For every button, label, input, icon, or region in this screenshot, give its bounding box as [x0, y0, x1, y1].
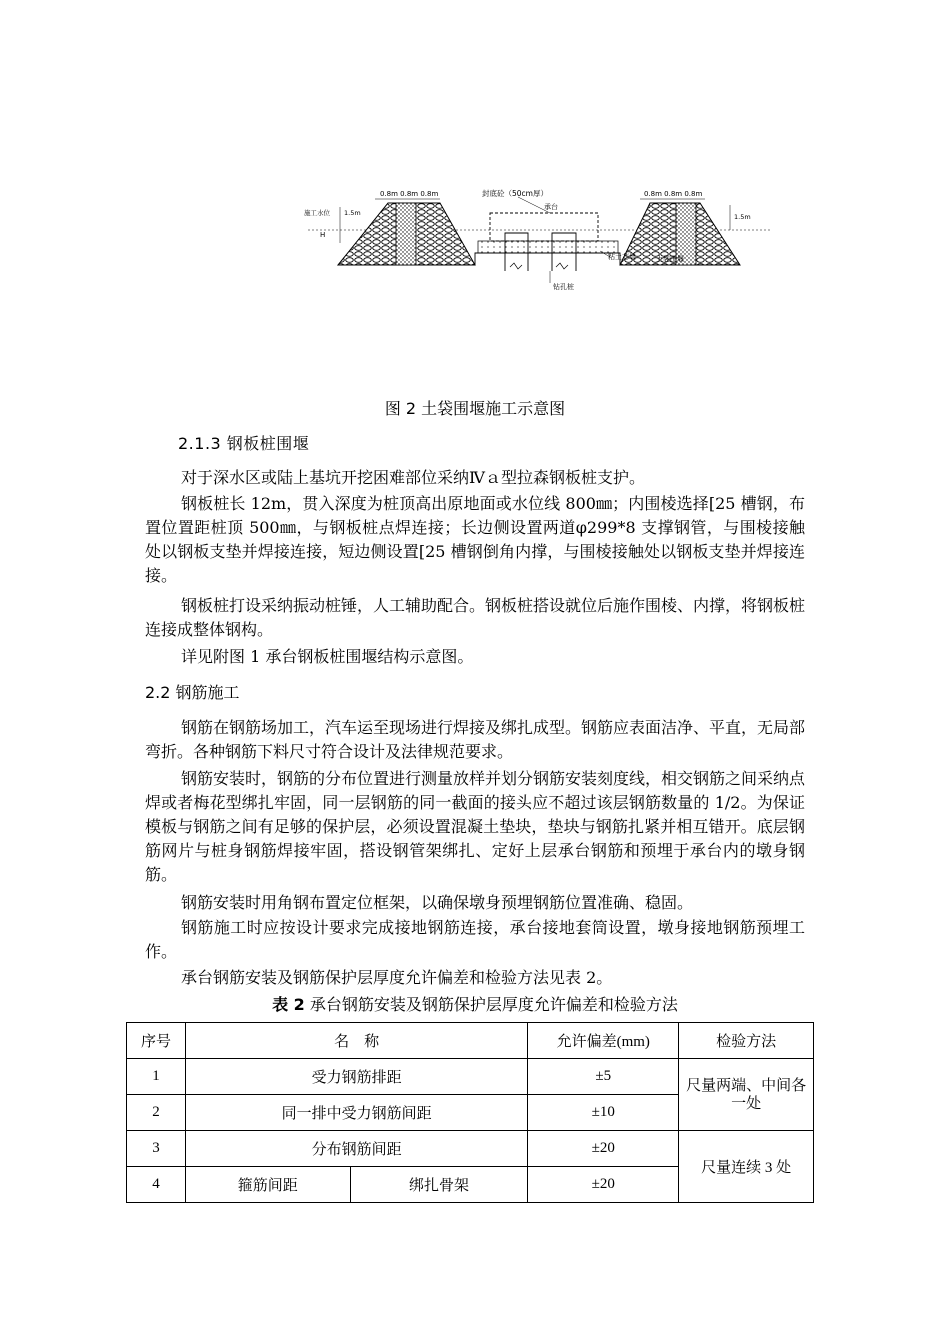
- header-tolerance: 允许偏差(mm): [528, 1023, 679, 1059]
- cap-outline: [490, 213, 598, 241]
- cell-no: 3: [127, 1131, 186, 1167]
- paragraph: 钢板桩长 12m，贯入深度为桩顶高出原地面或水位线 800㎜；内围棱选择[25 槽钢，布置位置距桩顶 500㎜，与钢板桩点焊连接；长边侧设置两道φ299*8 支撑钢管，与围棱接触处以钢板支垫并焊接连接，短边侧设置[25 槽钢倒角内撑，与围棱接触处以钢板支垫并焊接连接。: [145, 494, 805, 585]
- table-row: [127, 1059, 814, 1095]
- cell-name: 分布钢筋间距: [185, 1131, 527, 1167]
- cell-name-b: 绑扎骨架: [350, 1167, 528, 1203]
- cap-label: 承台: [544, 203, 558, 211]
- section-heading-2-2: 2.2 钢筋施工: [145, 683, 240, 702]
- table-header-row: [127, 1023, 814, 1059]
- paragraph: 承台钢筋安装及钢筋保护层厚度允许偏差和检验方法见表 2。: [181, 968, 613, 987]
- table-title-text: 承台钢筋安装及钢筋保护层厚度允许偏差和检验方法: [304, 995, 678, 1014]
- paragraph: 钢筋安装时，钢筋的分布位置进行测量放样并划分钢筋安装刻度线，相交钢筋之间采纳点焊或者梅花型绑扎牢固，同一层钢筋的同一截面的接头应不超过该层钢筋数量的 1/2。为保证模板与钢筋之间有足够的保护层，必须设置混凝土垫块，垫块与钢筋扎紧并相互错开。底层钢筋网片与桩身钢筋焊接牢固，搭设钢管架绑扎、定好上层承台钢筋和预埋于承台内的墩身钢筋。: [145, 769, 806, 884]
- paragraph: 钢筋施工时应按设计要求完成接地钢筋连接，承台接地套筒设置，墩身接地钢筋预埋工作。: [145, 918, 805, 961]
- cell-no: 4: [127, 1167, 186, 1203]
- paragraph: 详见附图 1 承台钢板桩围堰结构示意图。: [181, 647, 474, 666]
- bored-pile-label: 钻孔桩: [553, 283, 574, 291]
- header-no: 序号: [127, 1023, 186, 1059]
- cell-tolerance: ±20: [528, 1167, 679, 1203]
- cofferdam-diagram: [300, 185, 770, 295]
- h-mark-label: H: [320, 231, 326, 239]
- clay-core-label: 粘土芯墙: [608, 253, 636, 261]
- paragraph: 钢筋在钢筋场加工，汽车运至现场进行焊接及绑扎成型。钢筋应表面洁净、平直，无局部弯折。各种钢筋下料尺寸符合设计及法律规范要求。: [145, 718, 806, 761]
- top-width-right-label: 0.8m 0.8m 0.8m: [644, 190, 703, 198]
- height-right-label: 1.5m: [734, 213, 751, 221]
- cell-name: 同一排中受力钢筋间距: [185, 1095, 527, 1131]
- cell-method: 尺量连续 3 处: [679, 1131, 814, 1203]
- cell-no: 1: [127, 1059, 186, 1095]
- tolerance-table: [126, 1022, 814, 1203]
- figure-caption: 图 2 土袋围堰施工示意图: [384, 399, 566, 418]
- cell-method: 尺量两端、中间各一处: [679, 1059, 814, 1131]
- table-row: [127, 1131, 814, 1167]
- table-title-label: 表 2: [272, 995, 305, 1014]
- cofferdam-diagram-svg: [300, 185, 770, 295]
- seal-concrete-layer: [478, 241, 618, 253]
- header-method: 检验方法: [679, 1023, 814, 1059]
- paragraph: 钢板桩打设采纳振动桩锤，人工辅助配合。钢板桩搭设就位后施作围棱、内撑，将钢板桩连接成整体钢构。: [145, 596, 806, 639]
- paragraph: 钢筋安装时用角钢布置定位框架，以确保墩身预埋钢筋位置准确、稳固。: [181, 893, 694, 912]
- height-left-label: 1.5m: [344, 209, 361, 217]
- header-name: 名 称: [185, 1023, 527, 1059]
- seal-concrete-label: 封底砼（50cm厚）: [482, 189, 548, 198]
- cell-tolerance: ±20: [528, 1131, 679, 1167]
- cell-name-a: 箍筋间距: [185, 1167, 350, 1203]
- water-level-label: 施工水位: [304, 209, 330, 217]
- cell-no: 2: [127, 1095, 186, 1131]
- sandbag-label: 土袋围堰: [656, 255, 684, 263]
- table-title: [0, 992, 950, 1015]
- paragraph: 对于深水区或陆上基坑开挖困难部位采纳Ⅳａ型拉森钢板桩支护。: [181, 468, 645, 487]
- left-clay-core: [396, 203, 416, 265]
- top-width-left-label: 0.8m 0.8m 0.8m: [380, 190, 439, 198]
- cell-name: 受力钢筋排距: [185, 1059, 527, 1095]
- cell-tolerance: ±10: [528, 1095, 679, 1131]
- cell-tolerance: ±5: [528, 1059, 679, 1095]
- section-heading-2-1-3: 2.1.3 钢板桩围堰: [178, 434, 310, 453]
